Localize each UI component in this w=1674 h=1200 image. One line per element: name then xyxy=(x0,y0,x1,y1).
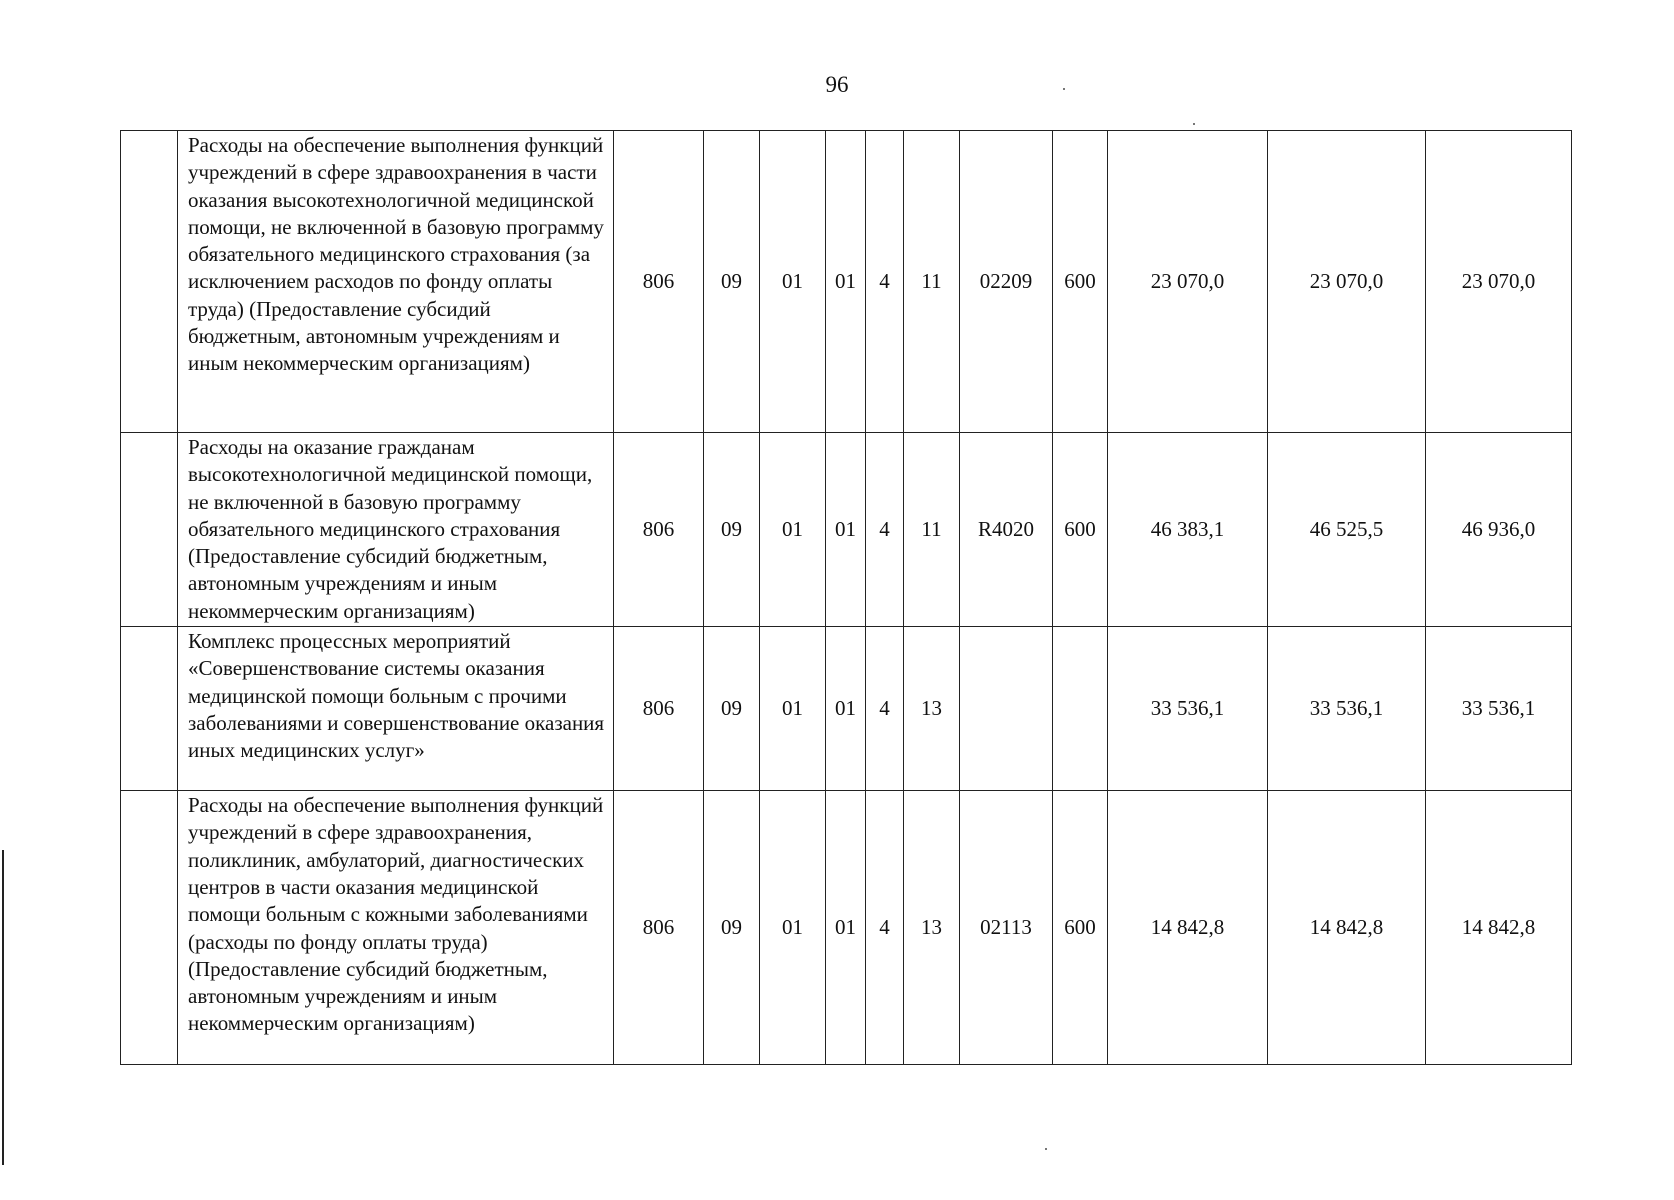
code-cell: 01 xyxy=(826,791,866,1065)
table-row xyxy=(121,791,1572,1065)
amount-cell: 23 070,0 xyxy=(1268,131,1426,433)
code-cell: 4 xyxy=(866,627,904,791)
table-row xyxy=(121,627,1572,791)
scan-speck xyxy=(1045,1148,1047,1150)
amount-cell: 23 070,0 xyxy=(1426,131,1572,433)
code-cell: 09 xyxy=(704,433,760,627)
table-row xyxy=(121,131,1572,433)
code-cell: 01 xyxy=(826,433,866,627)
row-number-cell xyxy=(121,433,178,627)
code-cell: 600 xyxy=(1053,131,1108,433)
code-cell: 01 xyxy=(826,627,866,791)
amount-cell: 33 536,1 xyxy=(1108,627,1268,791)
amount-cell: 46 936,0 xyxy=(1426,433,1572,627)
code-cell: 02209 xyxy=(960,131,1053,433)
scan-margin-line xyxy=(2,850,4,1165)
code-cell: 11 xyxy=(904,433,960,627)
description-cell: Расходы на оказание гражданам высокотехнологичной медицинской помощи, не включенной в базовую программу обязательного медицинского страхования (Предоставление субсидий бюджетным, автономным учреждениям и иным некоммерческим организациям) xyxy=(178,433,614,627)
page-number: 96 xyxy=(825,72,849,97)
amount-cell: 23 070,0 xyxy=(1108,131,1268,433)
code-cell: 600 xyxy=(1053,791,1108,1065)
code-cell: 806 xyxy=(614,433,704,627)
code-cell: 13 xyxy=(904,627,960,791)
code-cell xyxy=(1053,627,1108,791)
description-cell: Расходы на обеспечение выполнения функций учреждений в сфере здравоохранения в части оказания высокотехнологичной медицинской помощи, не включенной в базовую программу обязательного медицинского страхования (за исключением расходов по фонду оплаты труда) (Предоставление субсидий бюджетным, автономным учреждениям и иным некоммерческим организациям) xyxy=(178,131,614,433)
amount-cell: 14 842,8 xyxy=(1108,791,1268,1065)
code-cell: 09 xyxy=(704,131,760,433)
code-cell: 600 xyxy=(1053,433,1108,627)
code-cell: 01 xyxy=(760,433,826,627)
code-cell: 09 xyxy=(704,627,760,791)
row-number-cell xyxy=(121,627,178,791)
code-cell: 4 xyxy=(866,131,904,433)
description-cell: Комплекс процессных мероприятий «Совершенствование системы оказания медицинской помощи больным с прочими заболеваниями и совершенствование оказания иных медицинских услуг» xyxy=(178,627,614,791)
amount-cell: 46 383,1 xyxy=(1108,433,1268,627)
code-cell xyxy=(960,627,1053,791)
code-cell: 09 xyxy=(704,791,760,1065)
description-cell: Расходы на обеспечение выполнения функций учреждений в сфере здравоохранения, поликлиник, амбулаторий, диагностических центров в части оказания медицинской помощи больным с кожными заболеваниями (расходы по фонду оплаты труда) (Предоставление субсидий бюджетным, автономным учреждениям и иным некоммерческим организациям) xyxy=(178,791,614,1065)
table-row xyxy=(121,433,1572,627)
scan-speck xyxy=(1063,88,1065,90)
code-cell: 02113 xyxy=(960,791,1053,1065)
scan-speck xyxy=(1193,123,1195,125)
amount-cell: 14 842,8 xyxy=(1426,791,1572,1065)
code-cell: 01 xyxy=(760,627,826,791)
code-cell: 4 xyxy=(866,791,904,1065)
code-cell: 13 xyxy=(904,791,960,1065)
code-cell: 01 xyxy=(760,791,826,1065)
amount-cell: 33 536,1 xyxy=(1268,627,1426,791)
code-cell: 11 xyxy=(904,131,960,433)
code-cell: 01 xyxy=(826,131,866,433)
amount-cell: 46 525,5 xyxy=(1268,433,1426,627)
row-number-cell xyxy=(121,131,178,433)
code-cell: 806 xyxy=(614,131,704,433)
budget-table xyxy=(120,130,1572,1065)
code-cell: 806 xyxy=(614,791,704,1065)
code-cell: 4 xyxy=(866,433,904,627)
amount-cell: 14 842,8 xyxy=(1268,791,1426,1065)
code-cell: 806 xyxy=(614,627,704,791)
amount-cell: 33 536,1 xyxy=(1426,627,1572,791)
code-cell: 01 xyxy=(760,131,826,433)
row-number-cell xyxy=(121,791,178,1065)
code-cell: R4020 xyxy=(960,433,1053,627)
